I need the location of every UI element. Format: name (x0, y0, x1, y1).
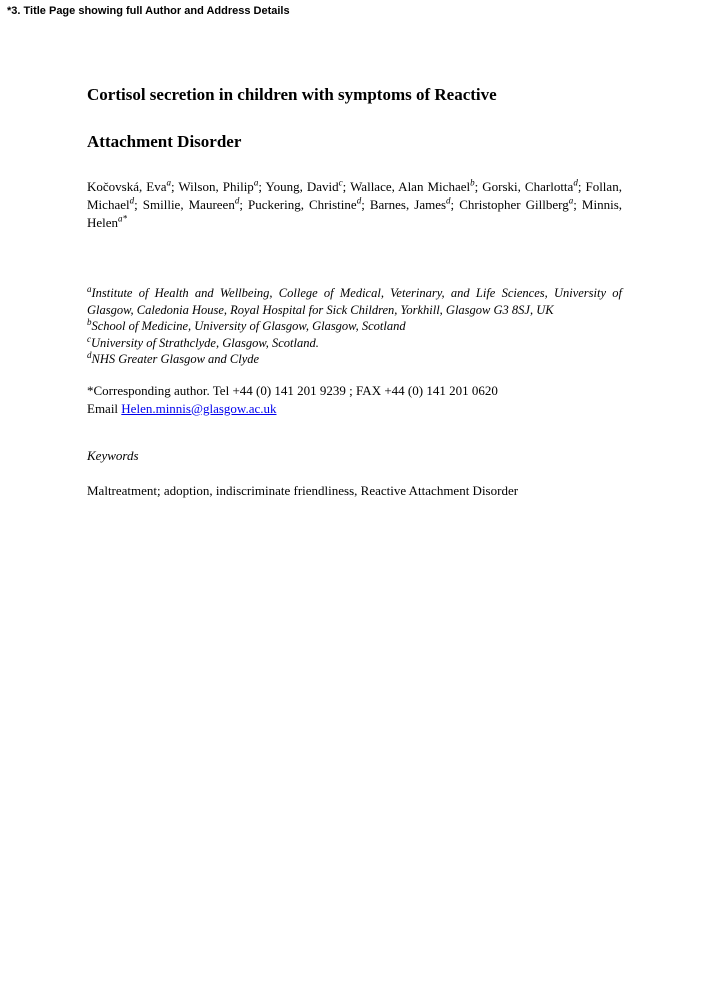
affiliation-a (87, 285, 622, 318)
author-separator: ; (361, 197, 370, 212)
author-name: Wilson, Philip (178, 179, 254, 194)
author-separator: ; (474, 179, 483, 194)
contact-block (87, 382, 622, 418)
keywords-heading: Keywords (87, 447, 139, 463)
author-separator: ; (239, 197, 248, 212)
email-line (87, 400, 622, 418)
author-affiliation-mark: d (446, 195, 451, 206)
corresponding-author-line: *Corresponding author. Tel +44 (0) 141 201 9239 ; FAX +44 (0) 141 201 0620 (87, 382, 498, 398)
email-link[interactable]: Helen.minnis@glasgow.ac.uk (121, 400, 277, 416)
author-affiliation-mark: d (356, 195, 362, 206)
email-label: Email (87, 400, 122, 416)
author-name: Kočovská, Eva (87, 179, 167, 194)
affiliation-list (87, 285, 622, 368)
author-separator: ; (573, 197, 582, 212)
paper-title-line-1: Cortisol secretion in children with symptoms of Reactive (87, 85, 497, 104)
author-name: Gorski, Charlotta (482, 179, 574, 194)
author-affiliation-mark: a (568, 195, 574, 206)
affiliation-mark: d (87, 349, 92, 360)
author (178, 179, 265, 194)
author-name: Young, David (265, 179, 339, 194)
affiliation-mark: b (87, 316, 92, 327)
paper-title-line-2: Attachment Disorder (87, 132, 242, 151)
manuscript-section-note: *3. Title Page showing full Author and Address Details (7, 5, 290, 17)
author-name: Smillie, Maureen (142, 197, 235, 212)
affiliation-d (87, 351, 622, 368)
author-name: Barnes, James (369, 197, 447, 212)
author-separator: ; (134, 197, 143, 212)
paper-title (87, 84, 622, 152)
author-separator: ; (342, 179, 351, 194)
author-name: Minnis, Helen (87, 197, 622, 230)
author-name: Christopher Gillberg (459, 197, 569, 212)
keywords-text: Maltreatment; adoption, indiscriminate friendliness, Reactive Attachment Disorder (87, 482, 519, 498)
affiliation-mark: c (87, 333, 91, 344)
author-affiliation-mark: a* (118, 213, 128, 224)
author-name: Follan, Michael (87, 179, 622, 212)
author-affiliation-mark: d (573, 177, 578, 188)
author-list (87, 178, 622, 232)
affiliation-b (87, 318, 622, 335)
author-affiliation-mark: d (129, 195, 135, 206)
author-affiliation-mark: a (253, 177, 259, 188)
author (266, 179, 351, 194)
author (87, 179, 178, 194)
author (143, 197, 248, 212)
author-affiliation-mark: c (338, 177, 343, 188)
author (459, 197, 582, 212)
author-name: Puckering, Christine (248, 197, 357, 212)
affiliation-text: NHS Greater Glasgow and Clyde (91, 352, 260, 366)
author-separator: ; (258, 179, 266, 194)
affiliation-mark: a (87, 283, 92, 294)
affiliation-text: University of Strathclyde, Glasgow, Scotland. (91, 335, 319, 350)
affiliation-text: School of Medicine, University of Glasgow, Glasgow, Scotland (91, 319, 406, 333)
author (482, 179, 585, 194)
author (370, 197, 459, 212)
affiliation-text: Institute of Health and Wellbeing, College of Medical, Veterinary, and Life Sciences, University of Glasgow, Caledonia House, Royal Hospital for Sick Children, Yorkhill, Glasgow G3 8SJ, UK (87, 286, 622, 317)
affiliation-c (87, 335, 622, 352)
author (248, 197, 370, 212)
author-name: Wallace, Alan Michael (350, 179, 471, 194)
author (350, 179, 482, 194)
author-separator: ; (450, 197, 460, 212)
author-separator: ; (171, 179, 179, 194)
author-separator: ; (577, 179, 586, 194)
author-affiliation-mark: b (470, 177, 475, 188)
author-affiliation-mark: d (234, 195, 240, 206)
author-affiliation-mark: a (166, 177, 171, 188)
